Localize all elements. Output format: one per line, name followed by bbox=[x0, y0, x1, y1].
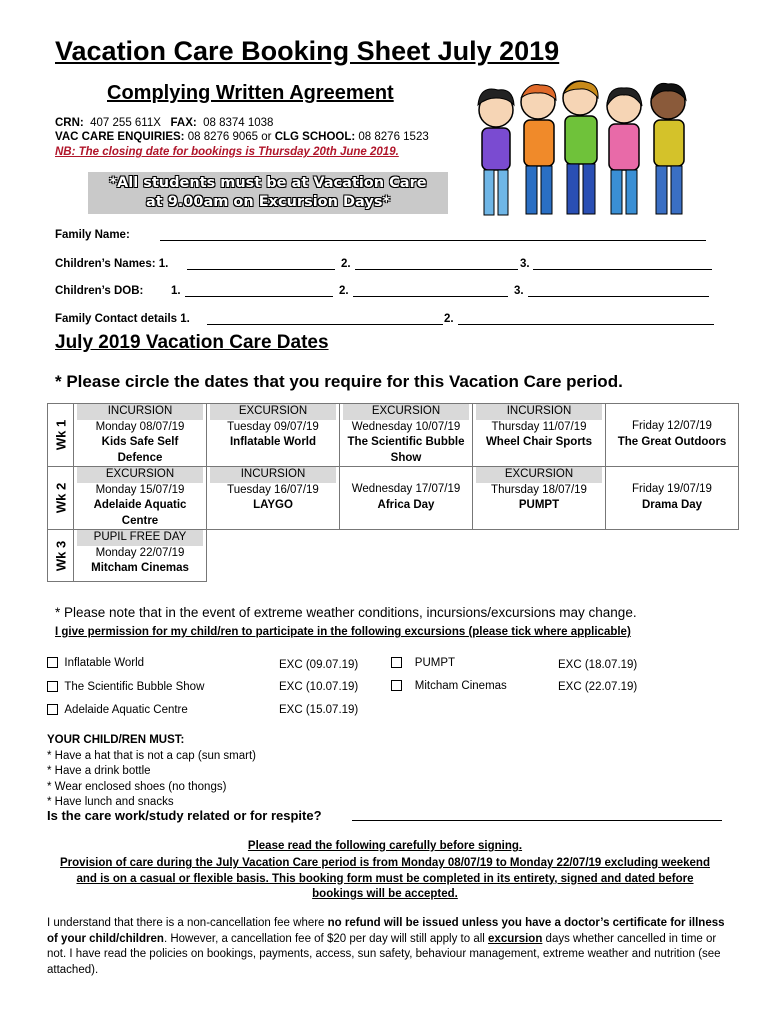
day-cell[interactable]: EXCURSION Monday 15/07/19 Adelaide Aquatic Centre bbox=[74, 467, 207, 530]
day-cell[interactable]: INCURSION Monday 08/07/19 Kids Safe Self Defence bbox=[74, 404, 207, 467]
day-cell[interactable]: EXCURSION Thursday 18/07/19 PUMPT bbox=[473, 467, 606, 530]
checkbox[interactable] bbox=[47, 704, 58, 715]
excursion-code: EXC (22.07.19) bbox=[558, 681, 638, 693]
provision-notice: Provision of care during the July Vacation Care period is from Monday 08/07/19 to Monday 22/07/19 excluding weekend and is on a casual or flexible basis. This booking form must be completed in its entirety, signed and dated before bookings will be accepted. bbox=[60, 857, 710, 900]
excursion-code: EXC (18.07.19) bbox=[558, 659, 638, 671]
day-cell[interactable]: INCURSION Tuesday 16/07/19 LAYGO bbox=[207, 467, 340, 530]
excursion-checkbox-row[interactable]: Inflatable World bbox=[47, 657, 144, 669]
day-cell[interactable]: Friday 12/07/19 The Great Outdoors bbox=[606, 404, 739, 467]
day-cell[interactable]: Wednesday 17/07/19 Africa Day bbox=[340, 467, 473, 530]
dob-2-number: 2. bbox=[339, 285, 349, 297]
excursion-checkbox-row[interactable]: PUMPT bbox=[391, 657, 455, 669]
contact-1-field[interactable] bbox=[207, 314, 443, 325]
week-label-cell: Wk 1 bbox=[48, 404, 74, 467]
closing-date-note: NB: The closing date for bookings is Thursday 20th June 2019. bbox=[55, 146, 399, 158]
contact-2-field[interactable] bbox=[458, 314, 714, 325]
family-contact-label: Family Contact details 1. bbox=[55, 313, 190, 325]
permission-statement: I give permission for my child/ren to participate in the following excursions (please tick where applicable) bbox=[55, 626, 631, 638]
day-cell[interactable]: EXCURSION Tuesday 09/07/19 Inflatable World bbox=[207, 404, 340, 467]
family-name-field[interactable] bbox=[160, 230, 706, 241]
dob-3-number: 3. bbox=[514, 285, 524, 297]
week-label-cell: Wk 2 bbox=[48, 467, 74, 530]
excursion-code: EXC (10.07.19) bbox=[279, 681, 359, 693]
child-dob-2-field[interactable] bbox=[353, 286, 508, 297]
week-row bbox=[48, 530, 739, 582]
attendance-banner: *All students must be at Vacation Care at 9.00am on Excursion Days* bbox=[88, 172, 448, 214]
calendar-table bbox=[47, 403, 739, 582]
enquiries-line: VAC CARE ENQUIRIES: 08 8276 9065 or CLG SCHOOL: 08 8276 1523 bbox=[55, 131, 429, 143]
page-title: Vacation Care Booking Sheet July 2019 bbox=[55, 36, 560, 66]
child-dob-3-field[interactable] bbox=[528, 286, 709, 297]
children-dob-label: Children’s DOB: bbox=[55, 285, 144, 297]
child-2-number: 2. bbox=[341, 258, 351, 270]
cancellation-statement: I understand that there is a non-cancellation fee where no refund will be issued unless you have a doctor’s certificate for illness of your child/children. However, a cancellation fee of $20 per day will still apply to all excursion days whether cancelled in time or not. I have read the policies on bookings, payments, access, sun safety, behaviour management, extreme weather and nutrition (see attached). bbox=[47, 917, 725, 976]
children-names-label: Children’s Names: 1. bbox=[55, 258, 169, 270]
checkbox[interactable] bbox=[391, 680, 402, 691]
children-clipart-image bbox=[468, 80, 698, 230]
checkbox[interactable] bbox=[391, 657, 402, 668]
excursion-checkbox-row[interactable]: Mitcham Cinemas bbox=[391, 680, 507, 692]
respite-answer-field[interactable] bbox=[352, 810, 722, 821]
child-dob-1-field[interactable] bbox=[185, 286, 333, 297]
child-3-number: 3. bbox=[520, 258, 530, 270]
checkbox[interactable] bbox=[47, 681, 58, 692]
week-row bbox=[48, 404, 739, 467]
crn-line: CRN: 407 255 611X FAX: 08 8374 1038 bbox=[55, 117, 274, 129]
dates-heading: July 2019 Vacation Care Dates bbox=[55, 332, 329, 353]
excursion-checkbox-row[interactable]: Adelaide Aquatic Centre bbox=[47, 704, 188, 716]
day-cell[interactable]: Friday 19/07/19 Drama Day bbox=[606, 467, 739, 530]
child-name-1-field[interactable] bbox=[187, 259, 335, 270]
excursion-code: EXC (15.07.19) bbox=[279, 704, 359, 716]
respite-question: Is the care work/study related or for respite? bbox=[47, 808, 322, 823]
checkbox[interactable] bbox=[47, 657, 58, 668]
excursion-code: EXC (09.07.19) bbox=[279, 659, 359, 671]
page-subtitle: Complying Written Agreement bbox=[107, 82, 394, 104]
contact-2-number: 2. bbox=[444, 313, 454, 325]
week-label-cell: Wk 3 bbox=[48, 530, 74, 582]
day-cell[interactable]: INCURSION Thursday 11/07/19 Wheel Chair Sports bbox=[473, 404, 606, 467]
dob-1-number: 1. bbox=[171, 285, 181, 297]
child-name-2-field[interactable] bbox=[355, 259, 518, 270]
requirements-list: YOUR CHILD/REN MUST: * Have a hat that is not a cap (sun smart) * Have a drink bottle * Wear enclosed shoes (no thongs) * Have lunch and snacks bbox=[47, 734, 257, 808]
day-cell[interactable]: PUPIL FREE DAY Monday 22/07/19 Mitcham Cinemas bbox=[74, 530, 207, 582]
family-name-row: Family Name: bbox=[55, 229, 130, 241]
child-name-3-field[interactable] bbox=[533, 259, 712, 270]
day-cell[interactable]: EXCURSION Wednesday 10/07/19 The Scientific Bubble Show bbox=[340, 404, 473, 467]
excursion-checkbox-row[interactable]: The Scientific Bubble Show bbox=[47, 681, 204, 693]
read-notice: Please read the following carefully before signing. bbox=[247, 840, 523, 852]
week-row bbox=[48, 467, 739, 530]
circle-instruction: * Please circle the dates that you require for this Vacation Care period. bbox=[55, 372, 623, 391]
weather-note: * Please note that in the event of extreme weather conditions, incursions/excursions may change. bbox=[55, 605, 637, 620]
